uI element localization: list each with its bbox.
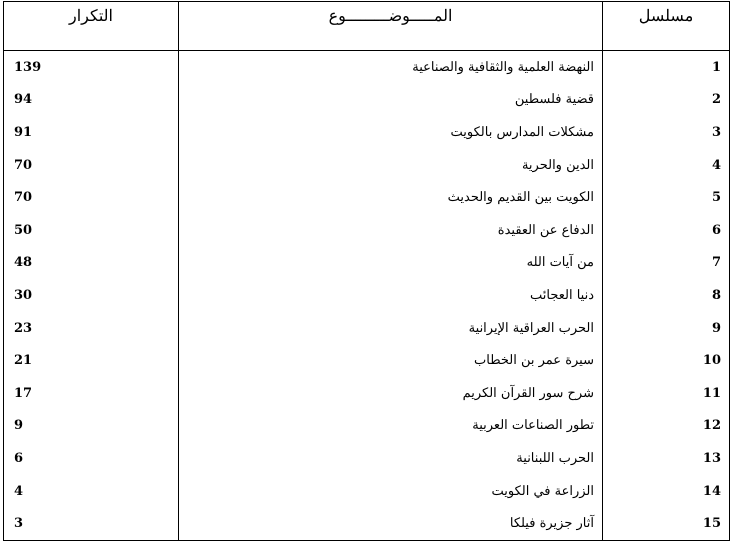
topic-cell: الحرب العراقية الإيرانية [179, 312, 603, 345]
header-topic: المـــــوضـــــــــوع [179, 2, 603, 51]
serial-cell: 4 [603, 149, 730, 182]
count-cell: 139 [4, 51, 179, 84]
topics-frequency-table [3, 1, 730, 541]
table-row [4, 475, 730, 508]
topic-cell: مشكلات المدارس بالكويت [179, 116, 603, 149]
count-cell: 9 [4, 410, 179, 443]
topic-cell: الدين والحرية [179, 149, 603, 182]
count-cell: 17 [4, 377, 179, 410]
serial-cell: 12 [603, 410, 730, 443]
count-cell: 3 [4, 507, 179, 540]
serial-cell: 13 [603, 442, 730, 475]
table-row [4, 84, 730, 117]
header-count: التكرار [4, 2, 179, 51]
topic-cell: النهضة العلمية والثقافية والصناعية [179, 51, 603, 84]
table-row [4, 181, 730, 214]
serial-cell: 5 [603, 181, 730, 214]
topic-cell: دنيا العجائب [179, 279, 603, 312]
count-cell: 23 [4, 312, 179, 345]
serial-cell: 1 [603, 51, 730, 84]
topic-cell: الحرب اللبنانية [179, 442, 603, 475]
table-row [4, 410, 730, 443]
table-row [4, 149, 730, 182]
count-cell: 50 [4, 214, 179, 247]
serial-cell: 2 [603, 84, 730, 117]
header-serial: مسلسل [603, 2, 730, 51]
topic-cell: تطور الصناعات العربية [179, 410, 603, 443]
table-row [4, 344, 730, 377]
count-cell: 6 [4, 442, 179, 475]
table-row [4, 51, 730, 84]
table-row [4, 214, 730, 247]
table-row [4, 279, 730, 312]
count-cell: 91 [4, 116, 179, 149]
serial-cell: 10 [603, 344, 730, 377]
serial-cell: 15 [603, 507, 730, 540]
table-row [4, 116, 730, 149]
serial-cell: 14 [603, 475, 730, 508]
topic-cell: قضية فلسطين [179, 84, 603, 117]
topic-cell: آثار جزيرة فيلكا [179, 507, 603, 540]
header-row [4, 2, 730, 51]
topic-cell: شرح سور القرآن الكريم [179, 377, 603, 410]
serial-cell: 11 [603, 377, 730, 410]
serial-cell: 9 [603, 312, 730, 345]
count-cell: 30 [4, 279, 179, 312]
table-row [4, 247, 730, 280]
topic-cell: الدفاع عن العقيدة [179, 214, 603, 247]
table-row [4, 312, 730, 345]
table-row [4, 507, 730, 540]
count-cell: 94 [4, 84, 179, 117]
serial-cell: 6 [603, 214, 730, 247]
serial-cell: 3 [603, 116, 730, 149]
topic-cell: من آيات الله [179, 247, 603, 280]
count-cell: 70 [4, 181, 179, 214]
topic-cell: سيرة عمر بن الخطاب [179, 344, 603, 377]
topic-cell: الزراعة في الكويت [179, 475, 603, 508]
table-row [4, 442, 730, 475]
count-cell: 48 [4, 247, 179, 280]
count-cell: 4 [4, 475, 179, 508]
count-cell: 21 [4, 344, 179, 377]
serial-cell: 8 [603, 279, 730, 312]
table-row [4, 377, 730, 410]
serial-cell: 7 [603, 247, 730, 280]
topic-cell: الكويت بين القديم والحديث [179, 181, 603, 214]
count-cell: 70 [4, 149, 179, 182]
